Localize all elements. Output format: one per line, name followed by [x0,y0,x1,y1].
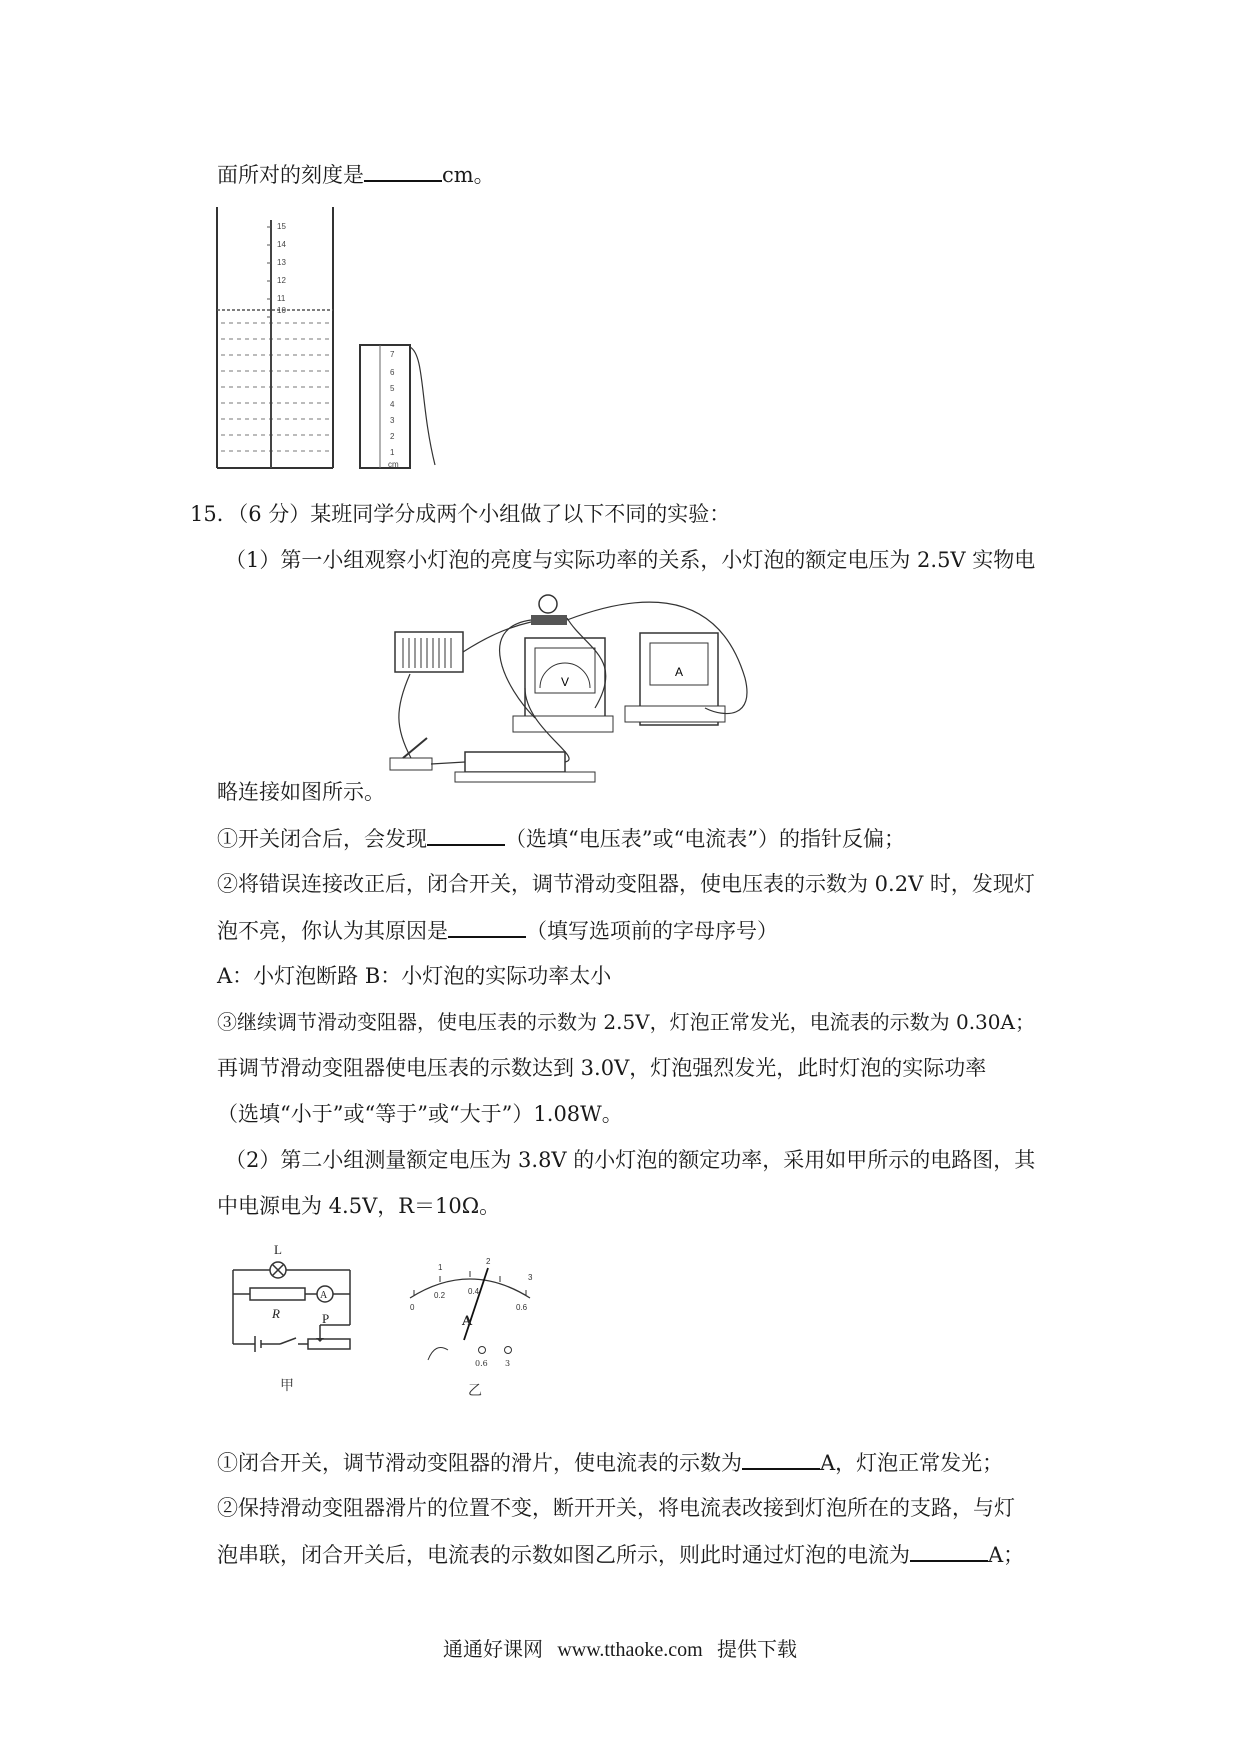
dial-tick-3: 3 [528,1273,533,1282]
circuit-label-A: A [320,1290,328,1301]
q15-part1-line1: （1）第一小组观察小灯泡的亮度与实际功率的关系，小灯泡的额定电压为 2.5V 实物电 [225,548,1036,572]
q14-tail-line: 面所对的刻度是 cm。 [217,160,495,189]
ruler-tick-1: 1 [390,448,395,457]
bulb-icon [539,595,557,613]
cylinder-ruler-figure [215,205,455,475]
ruler-tick-3: 3 [390,416,395,425]
q15-item1: ①开关闭合后，会发现 （选填“电压表”或“电流表”）的指针反偏； [217,824,905,853]
circuit-diagram-jia [220,1240,400,1400]
figure-label-jia: 甲 [280,1378,294,1394]
cylinder-tick-13: 13 [277,258,286,267]
ruler-tick-5: 5 [390,384,395,393]
cylinder-tick-14: 14 [277,240,286,249]
dial-tick-1: 1 [438,1263,443,1272]
q15-header: 15．（6 分）某班同学分成两个小组做了以下不同的实验： [190,502,731,526]
q15-item3-line2: 再调节滑动变阻器使电压表的示数达到 3.0V，灯泡强烈发光，此时灯泡的实际功率 [217,1056,987,1080]
dial-A-label: A [462,1314,473,1329]
answer-blank[interactable] [448,916,526,938]
answer-blank[interactable] [742,1448,820,1470]
ruler-tick-2: 2 [390,432,395,441]
dial-tick-0.2: 0.2 [434,1291,446,1300]
cylinder-tick-12: 12 [277,276,286,285]
ruler-unit: cm [388,460,399,469]
dial-tick-0.6: 0.6 [516,1303,528,1312]
answer-blank[interactable] [910,1540,988,1562]
footer-url[interactable]: www.tthaoke.com [557,1639,703,1661]
q15-part1-line2: 略连接如图所示。 [217,780,385,804]
q15-item2-line2: 泡不亮，你认为其原因是 （填写选项前的字母序号） [217,916,778,945]
cylinder-tick-10: 10 [277,306,286,315]
q15-part2-item2-line1: ②保持滑动变阻器滑片的位置不变，断开开关，将电流表改接到灯泡所在的支路，与灯 [217,1496,1015,1520]
q15-part2-line2: 中电源电为 4.5V，R＝10Ω。 [217,1194,501,1218]
ruler-tick-6: 6 [390,368,395,377]
cylinder-tick-11: 11 [277,294,286,303]
q15-item2-line1: ②将错误连接改正后，闭合开关，调节滑动变阻器，使电压表的示数为 0.2V 时，发现灯 [217,872,1035,896]
ammeter-dial-yi [400,1250,550,1400]
q15-part2-item2-line2: 泡串联，闭合开关后，电流表的示数如图乙所示，则此时通过灯泡的电流为 A； [217,1540,1024,1569]
answer-blank[interactable] [427,824,505,846]
q15-part2-item1: ①闭合开关，调节滑动变阻器的滑片，使电流表的示数为 A，灯泡正常发光； [217,1448,1003,1477]
figure-label-yi: 乙 [468,1383,482,1399]
ruler-tick-4: 4 [390,400,395,409]
circuit-label-L: L [274,1242,282,1257]
q15-item3-line3: （选填“小于”或“等于”或“大于”）1.08W。 [217,1102,623,1126]
q15-item3-line1: ③继续调节滑动变阻器，使电压表的示数为 2.5V，灯泡正常发光，电流表的示数为 0.30A； [217,1010,1035,1034]
terminal-0.6: 0.6 [475,1359,488,1368]
dial-tick-0.4: 0.4 [468,1287,480,1296]
footer-suffix: 提供下载 [717,1637,798,1661]
ruler-tick-7: 7 [390,350,395,359]
apparatus-figure [385,588,1025,798]
circuit-label-R: R [272,1306,280,1321]
voltmeter-label: V [561,675,570,689]
ammeter-label: A [675,665,684,679]
circuit-label-P: P [322,1311,330,1326]
dial-tick-2: 2 [486,1257,491,1266]
page-footer [0,1633,1240,1662]
answer-blank[interactable] [364,160,442,182]
q15-options: A：小灯泡断路 B：小灯泡的实际功率太小 [217,964,612,988]
cylinder-tick-15: 15 [277,222,286,231]
terminal-3: 3 [505,1359,511,1368]
dial-tick-0: 0 [410,1303,415,1312]
footer-site-name: 通通好课网 [442,1637,543,1661]
q15-part2-line1: （2）第二小组测量额定电压为 3.8V 的小灯泡的额定功率，采用如甲所示的电路图，其 [225,1148,1036,1172]
